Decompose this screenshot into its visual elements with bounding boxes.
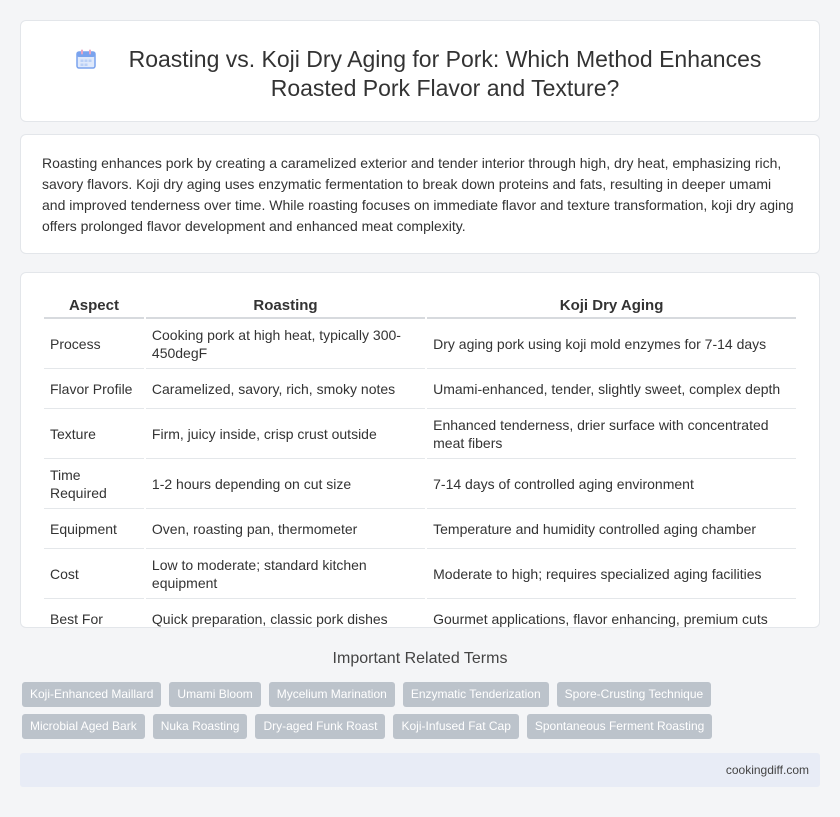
summary-card: [20, 134, 820, 254]
aspect-cell: Best For: [50, 611, 103, 627]
summary-text: Roasting enhances pork by creating a caramelized exterior and tender interior through high, dry heat, emphasizing rich, savory flavors. Koji dry aging uses enzymatic fermentation to break down proteins and fats, resulting in deeper umami and improved tenderness over time. While roasting focuses on immediate flavor and texture transformation, koji dry aging offers prolonged flavor development and enhanced meat complexity.: [42, 155, 794, 234]
aspect-cell: Flavor Profile: [44, 369, 144, 409]
comparison-card: [20, 272, 820, 628]
table-row: [44, 369, 796, 409]
table-row: [44, 549, 796, 599]
related-term-tag[interactable]: Spontaneous Ferment Roasting: [527, 714, 712, 739]
table-row: [44, 409, 796, 459]
related-term-tag[interactable]: Spore-Crusting Technique: [557, 682, 712, 707]
koji-cell: Umami-enhanced, tender, slightly sweet, complex depth: [427, 369, 796, 409]
table-row: [44, 459, 796, 509]
roasting-cell: Oven, roasting pan, thermometer: [146, 509, 425, 549]
related-term-tag[interactable]: Umami Bloom: [169, 682, 260, 707]
koji-cell: Enhanced tenderness, drier surface with concentrated meat fibers: [427, 409, 796, 459]
header-koji-dry-aging: Koji Dry Aging: [427, 293, 796, 319]
page-title: Roasting vs. Koji Dry Aging for Pork: Which Method Enhances Roasted Pork Flavor and Texture?: [128, 46, 762, 101]
aspect-cell: Time Required: [44, 459, 144, 509]
footer-site-link[interactable]: cookingdiff.com: [725, 763, 809, 777]
related-term-tag[interactable]: Mycelium Marination: [269, 682, 395, 707]
header-roasting: Roasting: [146, 293, 425, 319]
koji-cell: Gourmet applications, flavor enhancing, premium cuts: [433, 611, 768, 627]
aspect-cell: Texture: [44, 409, 144, 459]
calendar-icon: [75, 48, 97, 70]
header-aspect: Aspect: [44, 293, 144, 319]
roasting-cell: Caramelized, savory, rich, smoky notes: [146, 369, 425, 409]
koji-cell: Moderate to high; requires specialized aging facilities: [427, 549, 796, 599]
related-term-tag[interactable]: Dry-aged Funk Roast: [255, 714, 385, 739]
related-terms-title: Important Related Terms: [332, 650, 508, 667]
related-term-tag[interactable]: Microbial Aged Bark: [22, 714, 145, 739]
title-card: [20, 20, 820, 122]
table-row: [44, 509, 796, 549]
koji-cell: Temperature and humidity controlled aging chamber: [427, 509, 796, 549]
roasting-cell: Low to moderate; standard kitchen equipment: [146, 549, 425, 599]
koji-cell: Dry aging pork using koji mold enzymes for 7-14 days: [427, 319, 796, 369]
aspect-cell: Cost: [44, 549, 144, 599]
related-term-tag[interactable]: Koji-Enhanced Maillard: [22, 682, 161, 707]
roasting-cell: Firm, juicy inside, crisp crust outside: [146, 409, 425, 459]
related-terms-list: [22, 682, 722, 746]
related-term-tag[interactable]: Enzymatic Tenderization: [403, 682, 549, 707]
related-term-tag[interactable]: Nuka Roasting: [153, 714, 248, 739]
table-header-row: [44, 293, 796, 319]
koji-cell: 7-14 days of controlled aging environment: [427, 459, 796, 509]
roasting-cell: 1-2 hours depending on cut size: [146, 459, 425, 509]
aspect-cell: Equipment: [44, 509, 144, 549]
comparison-table: [42, 293, 798, 639]
aspect-cell: Process: [44, 319, 144, 369]
related-term-tag[interactable]: Koji-Infused Fat Cap: [393, 714, 518, 739]
table-row: [44, 319, 796, 369]
roasting-cell: Cooking pork at high heat, typically 300-450degF: [146, 319, 425, 369]
footer: [20, 753, 820, 787]
table-row: [44, 599, 796, 639]
roasting-cell: Quick preparation, classic pork dishes: [151, 611, 388, 627]
